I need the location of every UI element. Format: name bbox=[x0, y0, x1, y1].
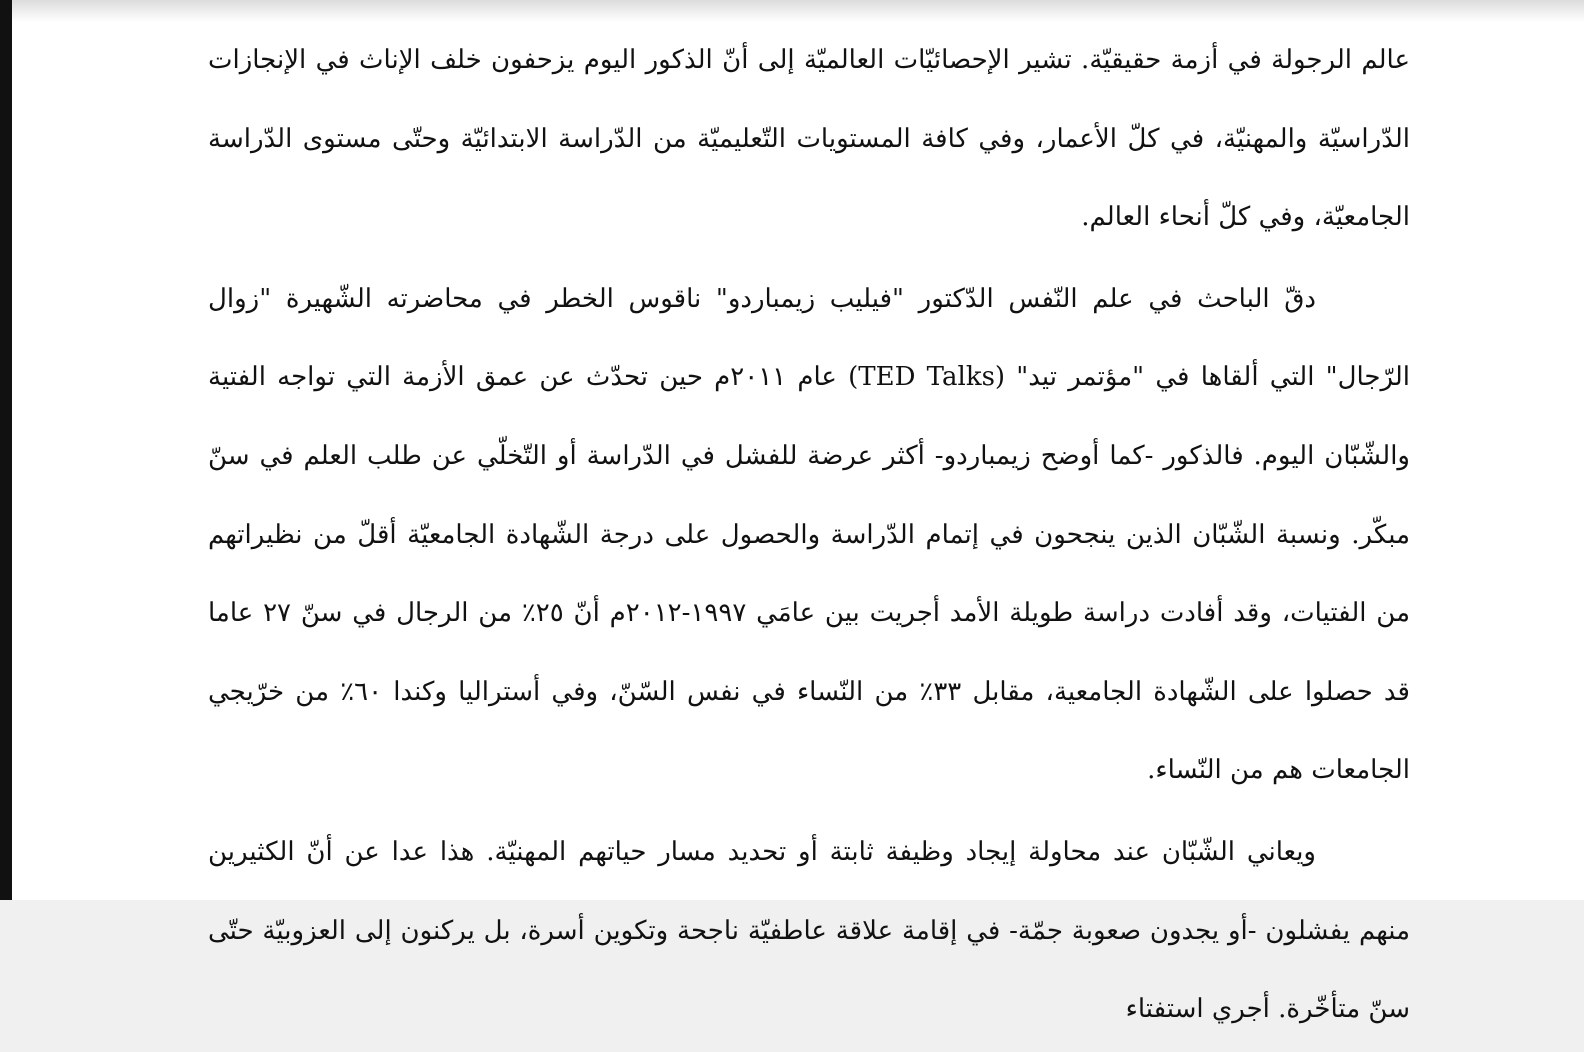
paragraph-2: دقّ الباحث في علم النّفس الدّكتور "فيليب زيمباردو" ناقوس الخطر في محاضرته الشّهيرة "زوال الرّجال" التي ألقاها في "مؤتمر تيد" (TED Talks) عام ٢٠١١م حين تحدّث عن عمق الأزمة التي تواجه الفتية والشّبّان اليوم. فالذكور -كما أوضح زيمباردو- أكثر عرضة للفشل في الدّراسة أو التّخلّي عن طلب العلم في سنّ مبكّر. ونسبة الشّبّان الذين ينجحون في إتمام الدّراسة والحصول على درجة الشّهادة الجامعيّة أقلّ من نظيراتهم من الفتيات، وقد أفادت دراسة طويلة الأمد أجريت بين عامَي ١٩٩٧-٢٠١٢م أنّ ٢٥٪ من الرجال في سنّ ٢٧ عاما قد حصلوا على الشّهادة الجامعية، مقابل ٣٣٪ من النّساء في نفس السّنّ، وفي أستراليا وكندا ٦٠٪ من خرّيجي الجامعات هم من النّساء. bbox=[208, 283, 1411, 786]
page-content bbox=[208, 21, 1410, 1052]
document-page bbox=[12, 0, 1584, 1025]
page-top-shadow bbox=[12, 0, 1584, 22]
paragraph-3: ويعاني الشّبّان عند محاولة إيجاد وظيفة ثابتة أو تحديد مسار حياتهم المهنيّة. هذا عدا عن أنّ الكثيرين منهم يفشلون -أو يجدون صعوبة جمّة- في إقامة علاقة عاطفيّة ناجحة وتكوين أسرة، بل يركنون إلى العزوبيّة حتّى سنّ متأخّرة. أجري استفتاء bbox=[208, 836, 1410, 1025]
viewer-left-border bbox=[0, 0, 12, 900]
paragraph-1: عالم الرجولة في أزمة حقيقيّة. تشير الإحصائيّات العالميّة إلى أنّ الذكور اليوم يزحفون خلف الإناث في الإنجازات الدّراسيّة والمهنيّة، في كلّ الأعمار، وفي كافة المستويات التّعليميّة من الدّراسة الابتدائيّة وحتّى مستوى الدّراسة الجامعيّة، وفي كلّ أنحاء العالم. bbox=[208, 45, 1410, 233]
